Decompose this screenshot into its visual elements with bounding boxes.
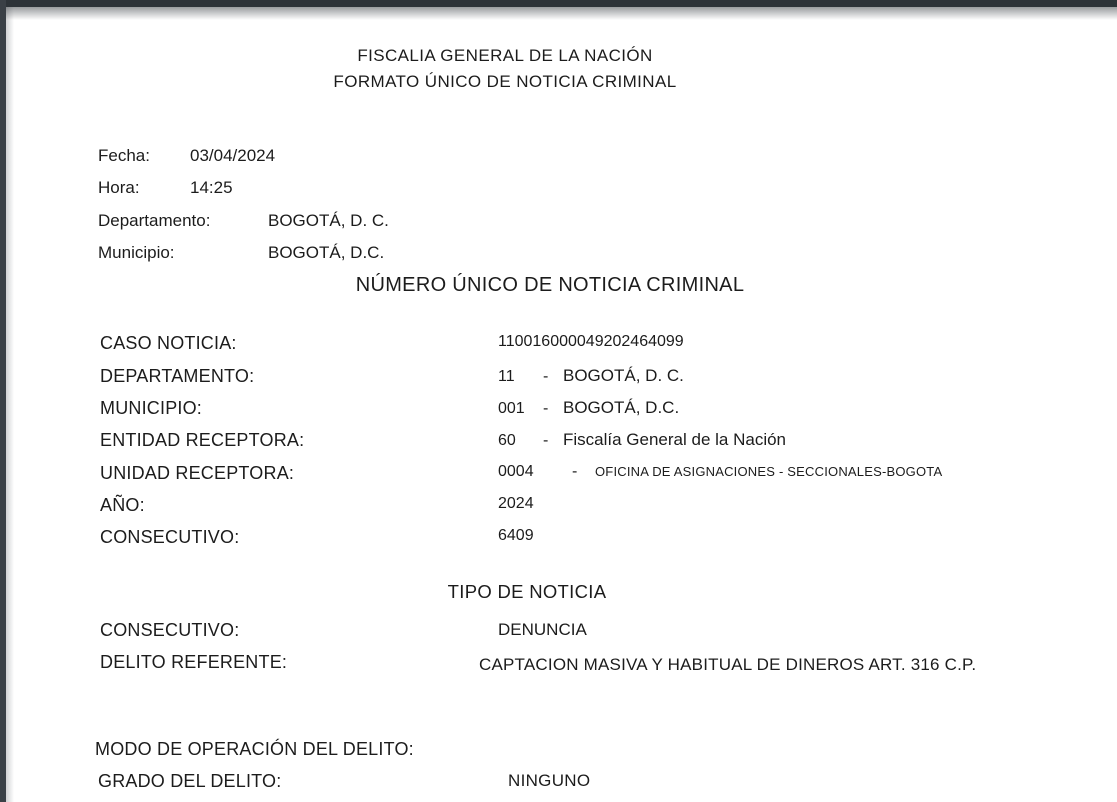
entidad-desc: Fiscalía General de la Nación — [563, 430, 787, 449]
tipo-consecutivo-label: CONSECUTIVO: — [100, 620, 240, 640]
entidad-receptora-label: ENTIDAD RECEPTORA: — [100, 430, 305, 450]
grado-delito-value: NINGUNO — [508, 771, 591, 790]
doc-title-line2: FORMATO ÚNICO DE NOTICIA CRIMINAL — [333, 72, 677, 91]
departamento-value: BOGOTÁ, D. C. — [268, 211, 389, 230]
municipio-label: Municipio: — [98, 243, 175, 262]
fecha-value: 03/04/2024 — [190, 146, 276, 165]
numero-municipio-label: MUNICIPIO: — [100, 398, 203, 418]
departamento-label: Departamento: — [98, 211, 211, 230]
tipo-section-title: TIPO DE NOTICIA — [447, 581, 607, 602]
municipio-value: BOGOTÁ, D.C. — [268, 243, 385, 262]
grado-delito-label: GRADO DEL DELITO: — [98, 771, 282, 791]
delito-referente-label: DELITO REFERENTE: — [100, 652, 288, 672]
tipo-consecutivo-value: DENUNCIA — [498, 620, 587, 639]
modo-operacion-label: MODO DE OPERACIÓN DEL DELITO: — [95, 739, 414, 759]
window-top-edge — [0, 0, 1117, 7]
separator-dash: - — [543, 400, 549, 417]
unidad-desc: OFICINA DE ASIGNACIONES - SECCIONALES-BOGOTA — [595, 464, 943, 479]
hora-label: Hora: — [98, 178, 140, 197]
window-left-edge — [0, 0, 6, 802]
numero-departamento-value — [498, 366, 684, 386]
departamento-desc: BOGOTÁ, D. C. — [563, 366, 684, 385]
caso-noticia-value: 110016000049202464099 — [498, 333, 684, 350]
municipio-code: 001 — [498, 400, 525, 417]
hora-value: 14:25 — [190, 178, 233, 197]
doc-title-line1: FISCALIA GENERAL DE LA NACIÓN — [357, 46, 653, 65]
numero-departamento-label: DEPARTAMENTO: — [100, 366, 255, 386]
ano-label: AÑO: — [100, 495, 145, 515]
fecha-label: Fecha: — [98, 146, 150, 165]
unidad-code: 0004 — [498, 463, 534, 480]
separator-dash: - — [543, 368, 549, 385]
separator-dash: - — [572, 463, 578, 480]
unidad-receptora-label: UNIDAD RECEPTORA: — [100, 463, 295, 483]
entidad-receptora-value — [498, 430, 786, 450]
numero-section-title: NÚMERO ÚNICO DE NOTICIA CRIMINAL — [355, 274, 745, 296]
top-edge-shadow — [0, 7, 1117, 20]
caso-noticia-label: CASO NOTICIA: — [100, 333, 237, 353]
municipio-desc: BOGOTÁ, D.C. — [563, 398, 680, 417]
entidad-code: 60 — [498, 432, 516, 449]
ano-value: 2024 — [498, 495, 534, 512]
numero-municipio-value — [498, 398, 679, 418]
delito-referente-value: CAPTACION MASIVA Y HABITUAL DE DINEROS ART. 316 C.P. — [479, 655, 977, 674]
departamento-code: 11 — [498, 368, 515, 385]
consecutivo-label: CONSECUTIVO: — [100, 527, 240, 547]
unidad-receptora-value — [498, 463, 942, 481]
consecutivo-value: 6409 — [498, 527, 534, 544]
separator-dash: - — [543, 432, 549, 449]
left-edge-shadow — [6, 0, 14, 802]
